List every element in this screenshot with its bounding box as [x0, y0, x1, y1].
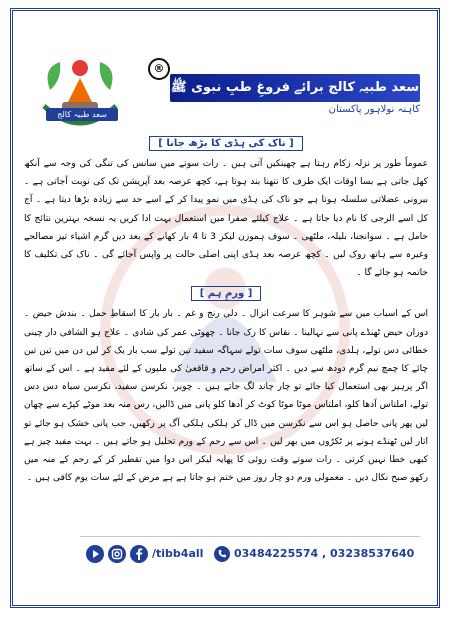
section-paragraph-uterine-inflammation: اس کے اسباب میں سے شوہر کا سرعت انزال ۔ دلی رنج و غم ۔ بار بار کا اسقاطِ حمل ۔ بندش حیض ۔ دوران حیض ٹھنڈے پانی سے نہالینا ۔ نفاس کا رک جانا ۔ چھوٹی عمر کی شادی ۔ علاج ہو الشافی دار چینی خطائی دس تولے، ہلدی، ملٹھی سوف سات تولے سہاگہ سفید تین تولے سب بار یک کر لیں دن میں تین تین چائے کا چمچ نیم گرم دودھ سے دیں ۔ اکثر امراض رحم و قاقعیٰ کی ملیوں کے لئے مفید ہے ۔ اس کے ساتھ اگر پرہیز بھی استعمال کیا جائے تو چار چاند لگ جاتے ہیں ۔ چوبر، نکرسن سفید، نکرسن سیاہ دس دس تولے، املتاس آدھا کلو، املتاس موٹا موٹا کوٹ کر آدھا کلو پانی میں ڈالیں، رس منہ بعد موٹے کپڑے سے چھان لیں پھر پانی حاصل ہو اس سے نکرسن میں ڈال کر ہلکی ہلکی آگ پر رکھیں، جب پانی خشک ہو جائے تو اتار لیں ٹھنڈے ہونے پر ٹکڑوں میں بھر لیں ۔ اس سے رحم کے ورم تحلیل ہو جاتے ہیں ۔ بہت مفید چیز ہے کبھی خطا نہیں کرتی ۔ رات سوتے وقت روئی کا پھایہ لیکر اس دوا میں تقطیر کر کے رحم کے منہ میں رکھو صبح نکال دیں ۔ معمولی ورم دو چار روز میں ختم ہو جاتا ہے ہے مرض کے لئے سات یوم کافی ہیں ۔: [24, 309, 428, 484]
section-heading-uterine-inflammation: [ ورمِ ہم ]: [24, 288, 428, 299]
facebook-icon[interactable]: [130, 545, 148, 563]
instagram-icon[interactable]: [108, 545, 126, 563]
social-handle[interactable]: /tibb4all: [152, 547, 204, 560]
footer-divider: [80, 536, 420, 537]
phone-icon: [214, 546, 230, 562]
youtube-icon[interactable]: [86, 545, 104, 563]
page-subtitle: کاہنہ نولاہور پاکستان: [328, 104, 420, 115]
page-title: سعد طبیہ کالج برائے فروغِ طبِ نبوی ﷺ: [170, 74, 420, 102]
registered-mark: ®: [148, 58, 170, 80]
contact-phone-numbers[interactable]: 03484225574 , 03238537640: [234, 547, 415, 560]
article-content: [24, 134, 428, 534]
logo-caption: سعد طبیہ کالج: [46, 108, 118, 121]
section-paragraph-nasal-bone: عموماً طور پر نزلہ زکام رہتا ہے چھینکیں آتی ہیں ۔ رات سوتے میں سانس کی تنگی کی وجہ سے آنکھ کھل جاتی ہے بسا اوقات ایک طرف کا نتھنا بند ہوتا ہے، کچھ عرصہ بعد آپریشن تک کی نوبت آجاتی ہے ۔ بیرونی عضلاتی سلسلہ ہوتا ہے جو ناک کی ہڈی میں نمو پیدا کر کے اسے حد سے زیادہ بڑھا دیتا ہے ۔ آج کل اسے الرجی کا نام دیا جاتا ہے ۔ علاج کیلئے صفرا میں استعمال بہت ادا کریں یہ نسخہ بہترین نتائج کا حامل ہے ۔ سوانجنا، بلیلہ، ملٹھی ۔ سوف ہموزن لیکر 3 تا 4 بار کھانے کے بعد دیں گرم اشیاء تیز مصالحے وغیرہ سے ہاتھ روک لیں ۔ کچھ عرصہ بعد ہڈی اپنی اصلی حالت پر واپس آجائے گی ۔ ناک کی تکلیف کا خاتمہ ہو جائے گا ۔: [24, 159, 428, 279]
section-heading-nasal-bone: [ ناک کی ہڈی کا بڑھ جانا ]: [24, 138, 428, 149]
college-logo-icon: [32, 48, 128, 134]
